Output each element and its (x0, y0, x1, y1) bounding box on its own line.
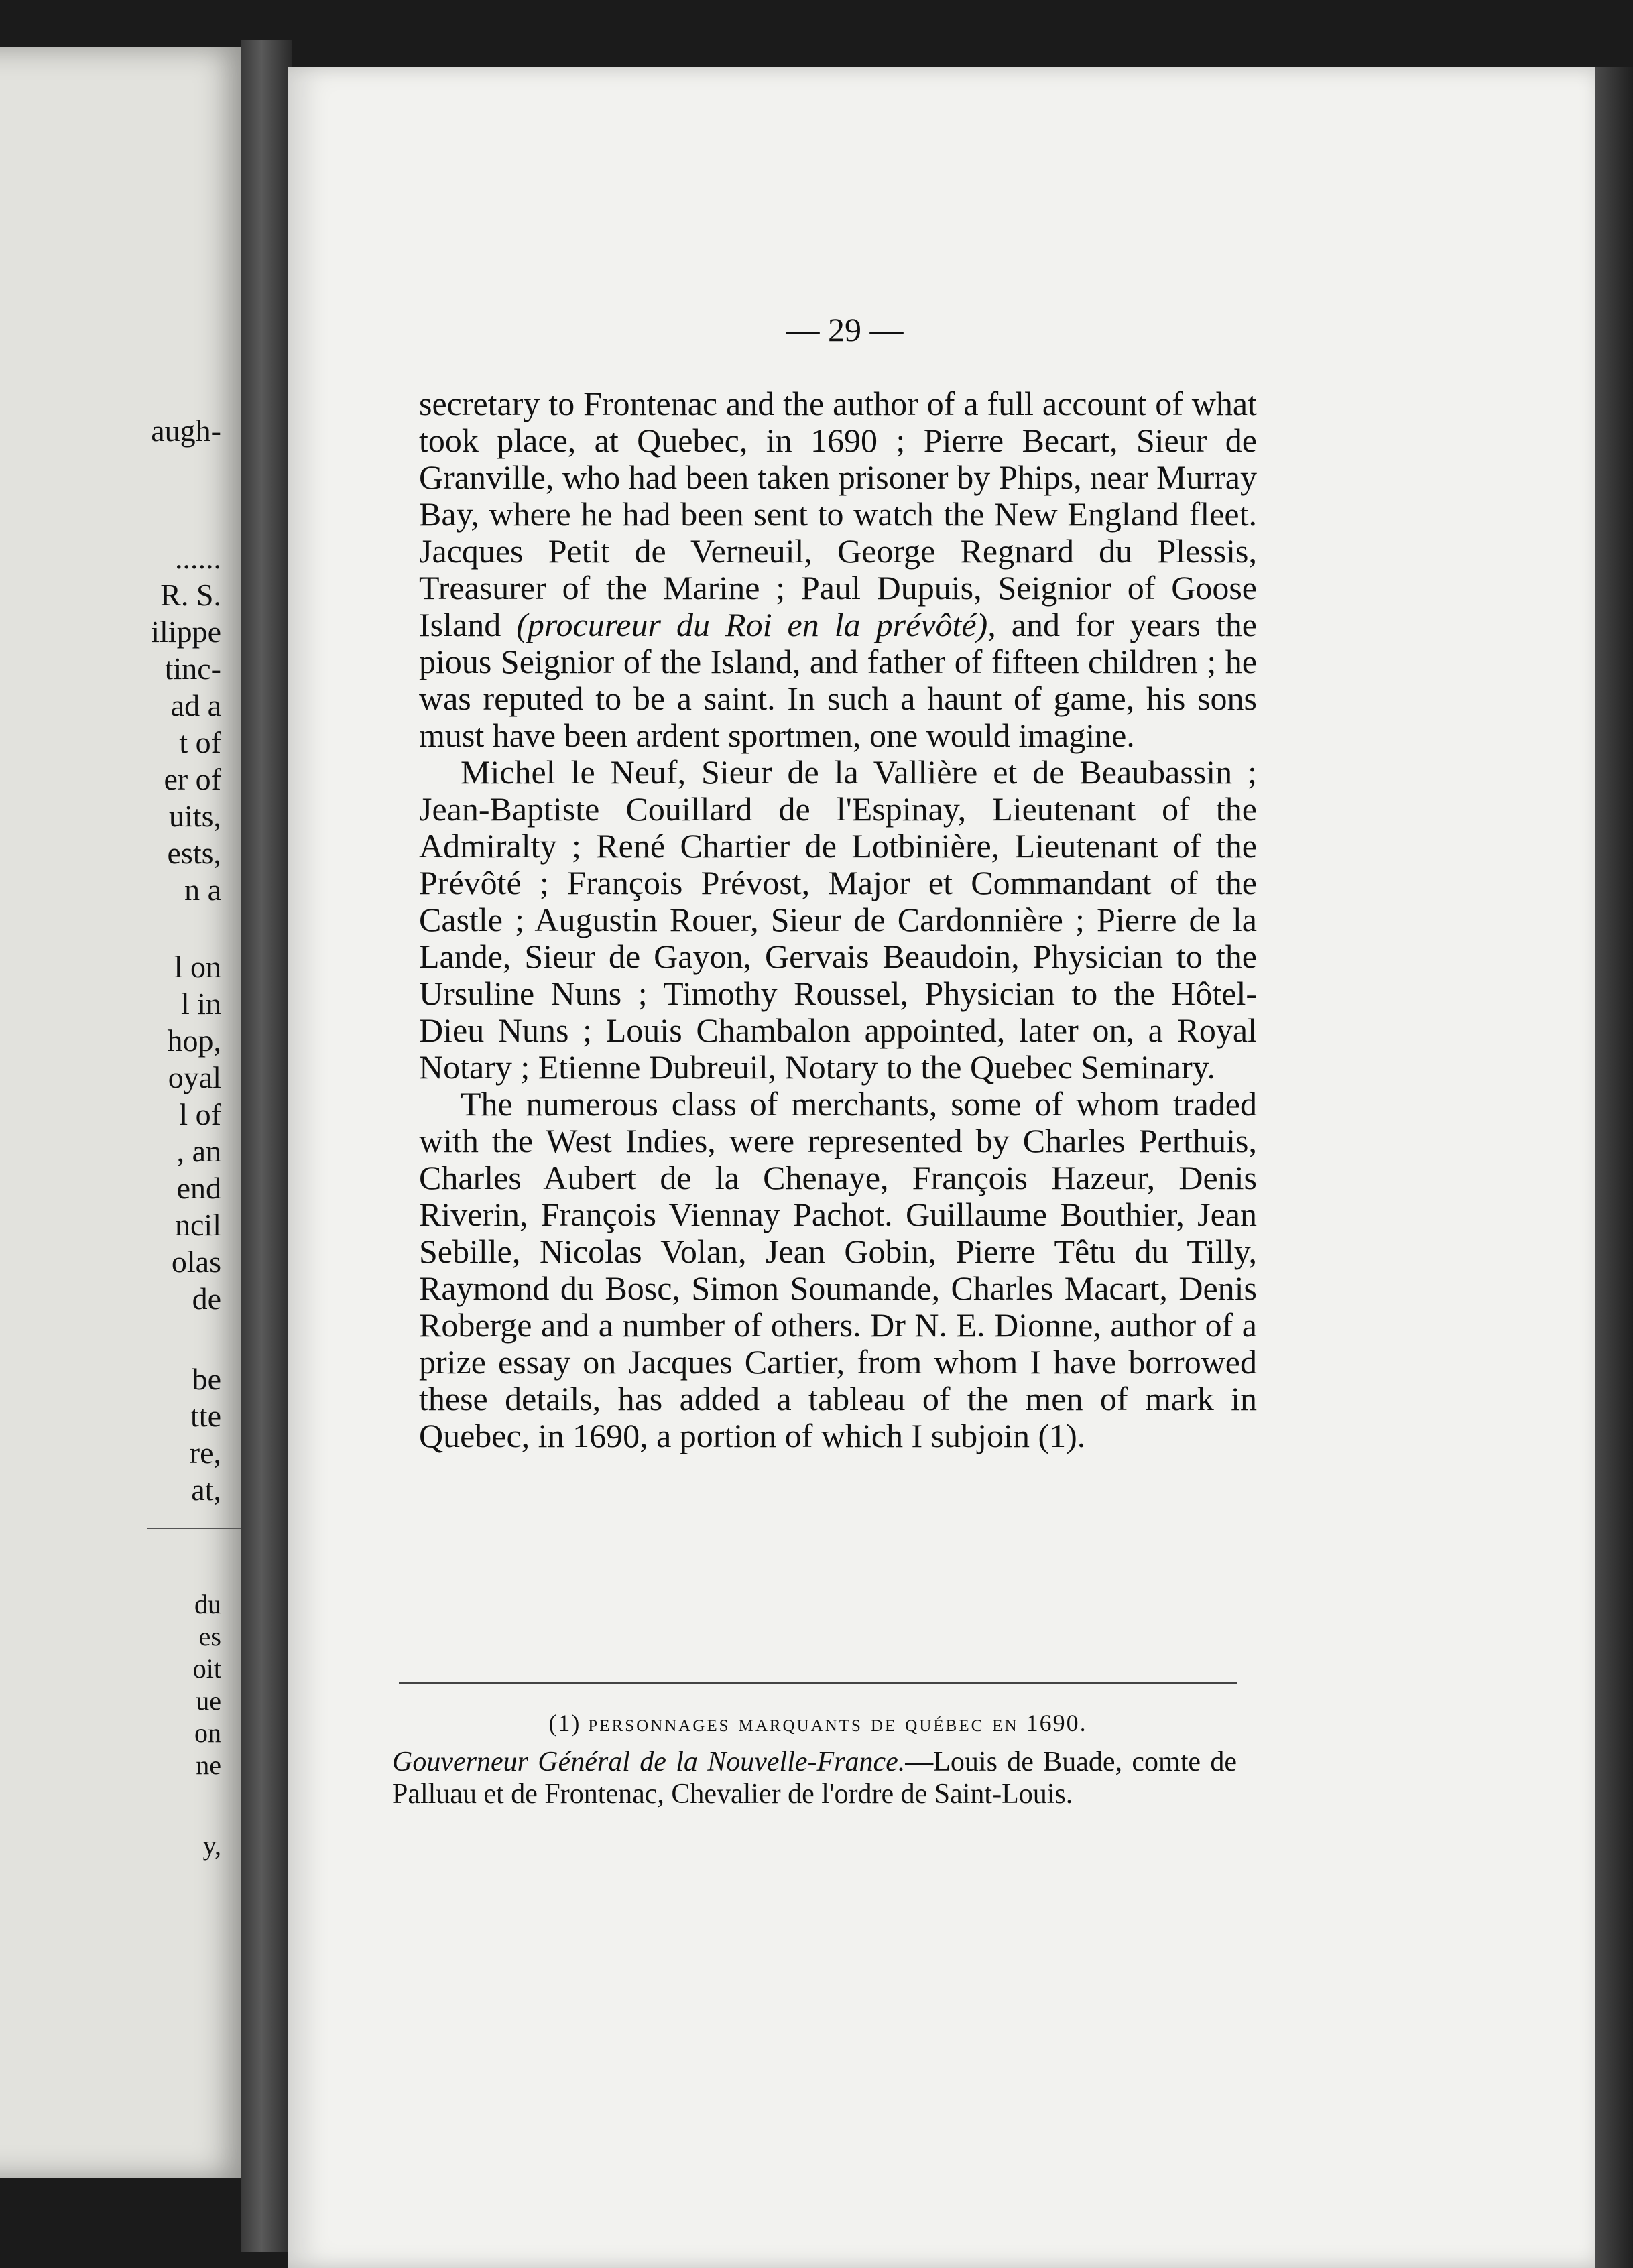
body-text (419, 385, 1257, 1454)
left-text-fragment: , an (176, 1134, 221, 1168)
footnote-rule (399, 1682, 1237, 1684)
left-footnote-fragment: ue (196, 1686, 221, 1716)
footnote-heading: personnages marquants de québec en (588, 1710, 1019, 1737)
paragraph-3: The numerous class of merchants, some of whom traded with the West Indies, were represented by Charles Perthuis, Charles Aubert de la Chenaye, François Hazeur, Denis Riverin, François Viennay Pachot. Guillaume Bouthier, Jean Sebille, Nicolas Volan, Jean Gobin, Pierre Têtu du Tilly, Raymond du Bosc, Simon Soumande, Charles Macart, Denis Roberge and a number of others. Dr N. E. Dionne, author of a prize essay on Jacques Cartier, from whom I have borrowed these details, has added a tableau of the men of mark in Quebec, in 1690, a portion of which I subjoin (1). (419, 1085, 1257, 1454)
left-footnote-fragment: ne (196, 1750, 221, 1780)
page-number: — 29 — (786, 311, 904, 349)
book-gutter (241, 40, 292, 2252)
left-text-fragment: de (192, 1281, 221, 1316)
paragraph-text: secretary to Frontenac and the author of a full account of what took place, at Quebec, in 1690 ; Pierre Becart, Sieur de Granville, who had been taken prisoner by Phips, near Murray Bay, where he had been sent to watch the New England fleet. Jacques Petit de Verneuil, George Regnard du Plessis, Treasurer of the Marine ; Paul Dupuis, Seignior of Goose Island (419, 385, 1257, 643)
left-text-fragment: ests, (167, 836, 221, 870)
left-text-fragment: l on (174, 950, 221, 984)
left-text-fragment: uits, (169, 799, 221, 833)
previous-page-fragment (0, 47, 248, 2178)
left-text-fragment: l in (180, 987, 221, 1021)
left-footnote-fragment: du (194, 1589, 221, 1619)
left-text-fragment: t of (179, 725, 221, 759)
left-text-fragment: R. S. (160, 578, 221, 612)
footnote-title (399, 1706, 1237, 1741)
left-footnote-fragment: oit (192, 1653, 221, 1684)
left-footnote-fragment: es (198, 1621, 221, 1651)
footnote-marker: (1) (548, 1710, 581, 1737)
paragraph-1 (419, 385, 1257, 754)
left-text-fragment: tinc- (164, 651, 221, 686)
paragraph-2: Michel le Neuf, Sieur de la Vallière et de Beaubassin ; Jean-Baptiste Couillard de l'Espinay, Lieutenant of the Admiralty ; René Chartier de Lotbinière, Lieutenant of the Prévôté ; François Prévost, Major et Commandant of the Castle ; Augustin Rouer, Sieur de Cardonnière ; Pierre de la Lande, Sieur de Gayon, Gervais Beaudoin, Physician to the Ursuline Nuns ; Timothy Roussel, Physician to the Hôtel-Dieu Nuns ; Louis Chambalon appointed, later on, a Royal Notary ; Etienne Dubreuil, Notary to the Quebec Seminary. (419, 753, 1257, 1086)
left-text-fragment: l of (179, 1097, 221, 1131)
left-text-fragment: end (176, 1171, 221, 1205)
left-text-fragment: augh- (151, 414, 221, 448)
left-footnote-fragment: y, (202, 1830, 221, 1861)
left-text-fragment: oyal (168, 1060, 221, 1094)
left-text-fragment: re, (189, 1436, 221, 1470)
left-footnote-rule (147, 1528, 255, 1529)
footnote-italic-heading: Gouverneur Général de la Nouvelle-France. (392, 1747, 906, 1777)
footnote-body (392, 1746, 1237, 1810)
left-text-fragment: tte (190, 1399, 221, 1433)
footnote-year: 1690. (1026, 1710, 1087, 1737)
left-text-fragment: n a (184, 873, 221, 907)
left-text-fragment: be (192, 1362, 221, 1396)
left-text-fragment: at, (191, 1472, 221, 1507)
left-text-fragment: ad a (170, 688, 221, 722)
italic-phrase: (procureur du Roi en la prévôté), (516, 606, 996, 643)
left-text-fragment: ilippe (151, 615, 221, 649)
left-text-fragment: olas (171, 1245, 221, 1279)
paragraph-text: and for years the pious Seignior of the Island, and father of fifteen children ; he was reputed to be a saint. In such a haunt of game, his sons must have been ardent sportmen, one would imagine. (419, 606, 1258, 754)
page-edge-shadow (1595, 67, 1633, 2268)
left-text-fragment: er of (164, 762, 221, 796)
footnote-text: —Louis de Buade, comte de Palluau et de Frontenac, Chevalier de l'ordre de Saint-Louis. (392, 1747, 1237, 1810)
left-text-fragment: ncil (175, 1208, 221, 1242)
left-text-fragment: ...... (175, 541, 221, 575)
left-footnote-fragment: on (194, 1718, 221, 1748)
left-text-fragment: hop, (167, 1023, 221, 1058)
